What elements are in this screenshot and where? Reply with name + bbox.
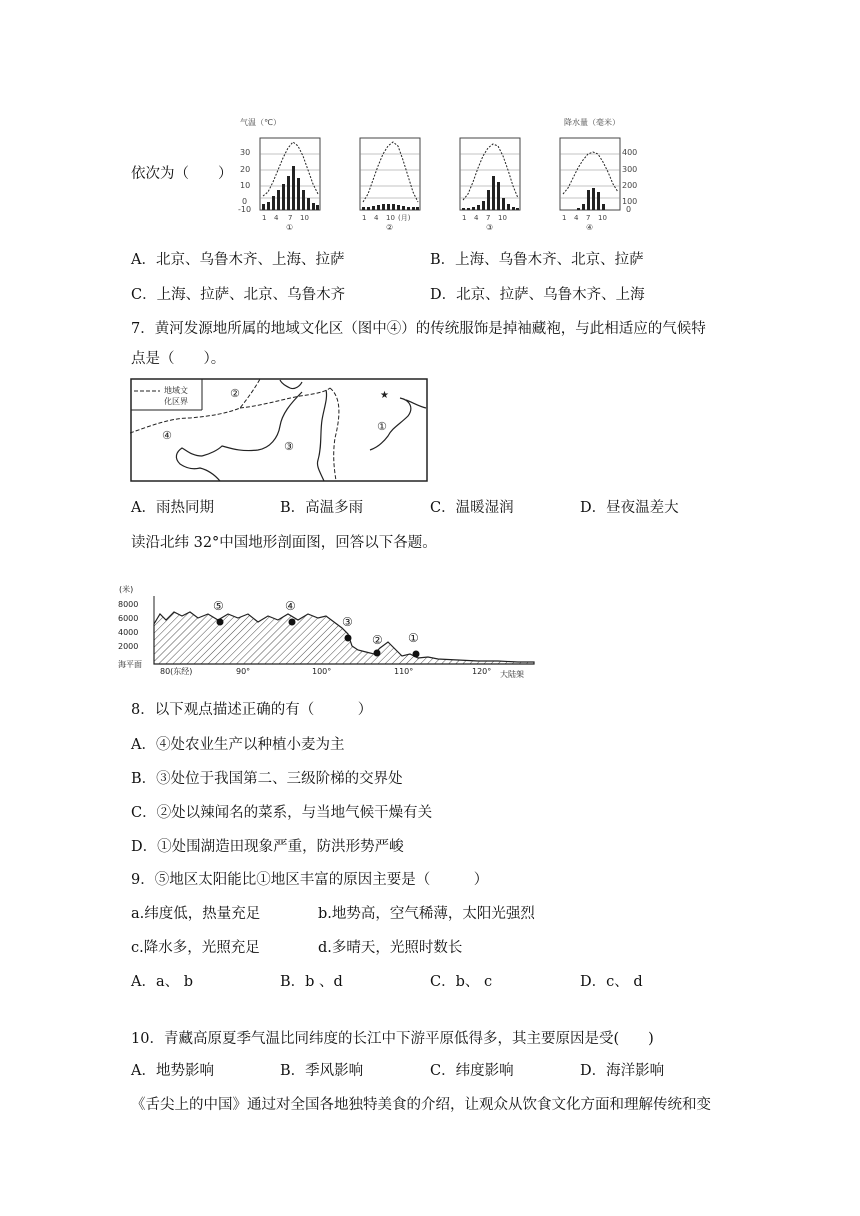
- profile-y-tick: 6000: [118, 614, 139, 623]
- q8-option-a[interactable]: A．④处农业生产以种植小麦为主: [131, 737, 345, 753]
- map-region-1: ①: [377, 420, 387, 433]
- month-tick: 1: [362, 214, 367, 222]
- climate-panel-3: [460, 138, 520, 232]
- q10-option-a[interactable]: A．地势影响: [131, 1063, 214, 1079]
- q9-option-b[interactable]: B．b 、d: [280, 974, 343, 990]
- temp-axis-label: 气温（℃）: [240, 118, 281, 127]
- q6-option-d[interactable]: D．北京、拉萨、乌鲁木齐、上海: [430, 287, 645, 303]
- profile-y-tick: 8000: [118, 600, 139, 609]
- month-tick: 7: [288, 214, 293, 222]
- profile-marker-5: ⑤: [213, 599, 224, 613]
- map-region-4: ④: [162, 429, 172, 442]
- month-tick: 7: [586, 214, 591, 222]
- q7-option-a[interactable]: A．雨热同期: [131, 500, 214, 516]
- profile-shelf-label: 大陆架: [500, 670, 524, 679]
- panel-label: ①: [286, 223, 294, 232]
- profile-intro: 读沿北纬 32°中国地形剖面图，回答以下各题。: [131, 535, 437, 551]
- q9-statement-b: b.地势高，空气稀薄，太阳光强烈: [318, 906, 535, 922]
- map-region-2: ②: [230, 387, 240, 400]
- profile-sea-level: 海平面: [118, 660, 142, 669]
- star-icon: ★: [380, 390, 389, 401]
- q6-option-a[interactable]: A．北京、乌鲁木齐、上海、拉萨: [131, 252, 345, 268]
- month-tick: 4: [274, 214, 279, 222]
- q7-stem-line1: 7．黄河发源地所属的地域文化区（图中④）的传统服饰是掉袖藏袍，与此相适应的气候特: [131, 321, 706, 337]
- next-passage-line: 《舌尖上的中国》通过对全国各地独特美食的介绍，让观众从饮食文化方面和理解传统和变: [131, 1097, 711, 1113]
- profile-x-tick: 80(东经): [160, 667, 193, 676]
- q10-option-c[interactable]: C．纬度影响: [430, 1063, 514, 1079]
- month-tick: 10: [498, 214, 507, 222]
- q9-option-c[interactable]: C．b、 c: [430, 974, 493, 990]
- profile-marker-1: ①: [408, 631, 419, 645]
- profile-x-tick: 100°: [312, 667, 332, 676]
- month-tick: (月): [398, 214, 411, 222]
- month-tick: 10: [598, 214, 607, 222]
- map-region-3: ③: [284, 440, 294, 453]
- temp-tick: 30: [240, 148, 251, 157]
- q9-statement-d: d.多晴天，光照时数长: [318, 940, 463, 956]
- culture-region-map: [130, 378, 428, 482]
- month-tick: 7: [486, 214, 491, 222]
- culture-map-svg: [130, 378, 428, 482]
- profile-marker-3: ③: [342, 615, 353, 629]
- precip-tick: 100: [622, 197, 638, 206]
- panel-label: ④: [586, 223, 594, 232]
- month-tick: 4: [374, 214, 379, 222]
- month-tick: 1: [562, 214, 567, 222]
- month-tick: 1: [462, 214, 467, 222]
- q9-statement-a: a.纬度低，热量充足: [131, 906, 261, 922]
- precip-tick: 300: [622, 165, 638, 174]
- q8-option-c[interactable]: C．②处以辣闻名的菜系，与当地气候干燥有关: [131, 805, 433, 821]
- q9-statement-c: c.降水多，光照充足: [131, 940, 260, 956]
- climate-charts-figure: [238, 108, 640, 232]
- panel-label: ②: [386, 223, 394, 232]
- month-tick: 4: [474, 214, 479, 222]
- profile-y-tick: 4000: [118, 628, 139, 637]
- climate-charts-svg: [238, 108, 640, 232]
- precip-axis-label: 降水量（毫米）: [564, 118, 620, 127]
- legend-text-1: 地域文: [164, 386, 188, 395]
- panel-label: ③: [486, 223, 494, 232]
- q6-option-c[interactable]: C．上海、拉萨、北京、乌鲁木齐: [131, 287, 346, 303]
- month-tick: 1: [262, 214, 267, 222]
- q8-option-b[interactable]: B．③处位于我国第二、三级阶梯的交界处: [131, 771, 403, 787]
- precip-tick: 400: [622, 148, 638, 157]
- month-tick: 10: [386, 214, 395, 222]
- q9-option-d[interactable]: D．c、 d: [580, 974, 643, 990]
- profile-y-tick: 2000: [118, 642, 139, 651]
- climate-panel-4: [560, 138, 620, 232]
- temp-tick: 20: [240, 165, 251, 174]
- temp-tick: 10: [240, 181, 251, 190]
- q7-option-b[interactable]: B．高温多雨: [280, 500, 364, 516]
- profile-marker-2: ②: [372, 633, 383, 647]
- q7-option-c[interactable]: C．温暖湿润: [430, 500, 514, 516]
- temp-tick: 0: [242, 197, 248, 206]
- precip-tick: 0: [626, 205, 632, 214]
- profile-x-tick: 110°: [394, 667, 414, 676]
- climate-panel-2: [360, 138, 420, 232]
- precip-tick: 200: [622, 181, 638, 190]
- terrain-profile-svg: [118, 584, 538, 680]
- q8-option-d[interactable]: D．①处围湖造田现象严重，防洪形势严峻: [131, 839, 404, 855]
- q6-option-b[interactable]: B．上海、乌鲁木齐、北京、拉萨: [430, 252, 644, 268]
- profile-x-tick: 120°: [472, 667, 492, 676]
- q7-option-d[interactable]: D．昼夜温差大: [580, 500, 679, 516]
- q7-stem-line2: 点是（ ）。: [131, 351, 226, 367]
- terrain-profile-figure: [118, 584, 538, 680]
- profile-y-unit: (米): [119, 585, 134, 594]
- temp-tick: -10: [238, 205, 252, 214]
- month-tick: 10: [300, 214, 309, 222]
- month-tick: 4: [574, 214, 579, 222]
- q10-stem: 10．青藏高原夏季气温比同纬度的长江中下游平原低得多，其主要原因是受( ): [131, 1031, 654, 1047]
- profile-x-tick: 90°: [236, 667, 251, 676]
- climate-panel-1: [260, 138, 320, 232]
- q9-option-a[interactable]: A．a、 b: [131, 974, 194, 990]
- q8-stem: 8．以下观点描述正确的有（ ）: [131, 702, 373, 718]
- q9-stem: 9．⑤地区太阳能比①地区丰富的原因主要是（ ）: [131, 872, 489, 888]
- legend-text-2: 化区界: [164, 397, 188, 406]
- profile-marker-4: ④: [285, 599, 296, 613]
- q10-option-d[interactable]: D．海洋影响: [580, 1063, 665, 1079]
- q10-option-b[interactable]: B．季风影响: [280, 1063, 364, 1079]
- q6-stem-prefix: 依次为（ ）: [131, 166, 233, 182]
